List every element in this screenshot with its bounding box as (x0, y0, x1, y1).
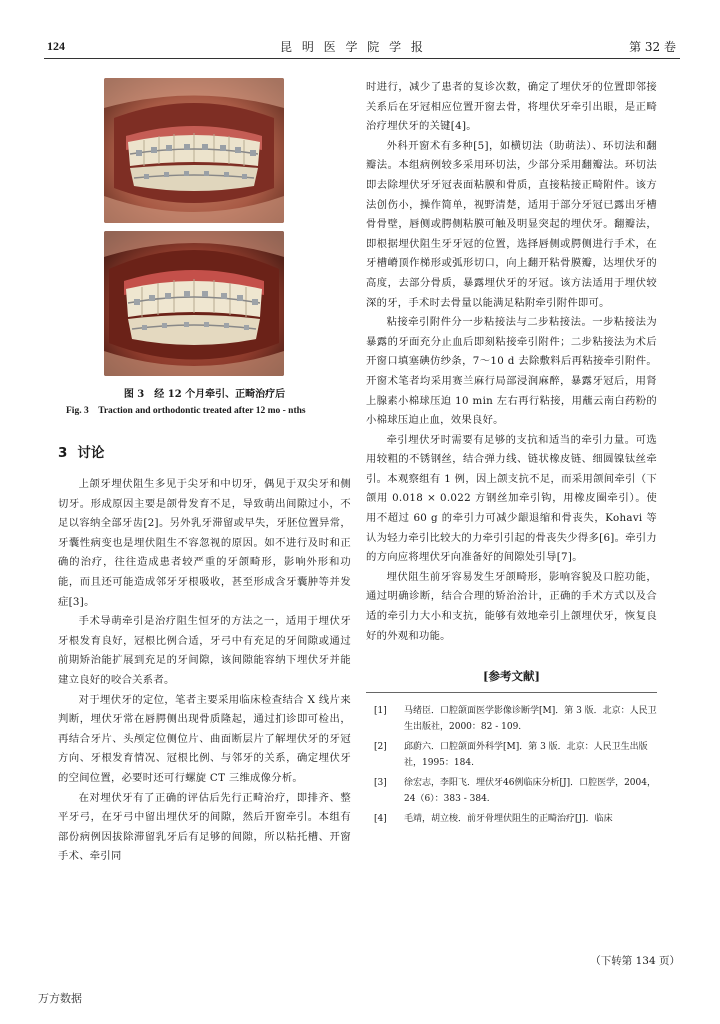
body-paragraph: 牵引埋伏牙时需要有足够的支抗和适当的牵引力量。可选用较粗的不锈钢丝，结合弹力线、链状橡皮链、细圆镍钛丝牵引。本观察组有 1 例，因上颌支抗不足，而采用颌间牵引（下颌用 0.018 × 0.022 方钢丝加牵引钩，用橡皮圈牵引）。使用不超过 60 g 的牵引力可减少龈退缩和骨丧失，Kohavi 等认为轻力牵引比较大的力牵引引起的骨丧失少得多[6]。牵引力的方向应将埋伏牙向准备好的间隙处引导[7]。 (366, 433, 658, 564)
section-title: 讨论 (77, 445, 105, 461)
teeth-photo-bottom (104, 231, 284, 376)
section-number: 3 (58, 445, 68, 461)
teeth-photo-bottom-image (104, 231, 284, 376)
reference-number: [2] (374, 742, 387, 753)
reference-item (366, 739, 657, 771)
figure-caption-cn: 图 3 经 12 个月牵引、正畸治疗后 (123, 389, 286, 400)
reference-text: 邱蔚六．口腔颌面外科学[M]．第 3 版．北京：人民卫生出版社，1995：184. (404, 742, 648, 769)
references-title: [参考文献] (483, 669, 540, 684)
reference-item (366, 703, 657, 735)
footer-watermark: 万方数据 (38, 992, 82, 1005)
body-paragraph: 粘接牵引附件分一步粘接法与二步粘接法。一步粘接法为暴露的牙面充分止血后即刻粘接牵引附件；二步粘接法为术后开窗口填塞碘仿纱条，7～10 d 去除敷料后再粘接牵引附件。开窗术笔者均采用赛兰麻行局部浸润麻醉，暴露牙冠后，用肾上腺素小棉球压迫 10 min 左右再行粘接，用蘸云南白药粉的小棉球压迫止血，效果良好。 (366, 316, 657, 427)
page-number: 124 (47, 39, 65, 53)
reference-text: 徐宏志，李阳飞．埋伏牙46例临床分析[J]．口腔医学，2004，24（6）：383 - 384. (404, 778, 656, 805)
body-paragraph: 时进行，减少了患者的复诊次数，确定了埋伏牙的位置即邻接关系后在牙冠相应位置开窗去骨，将埋伏牙牵引出眼，是正畸治疗埋伏牙的关键[4]。 (366, 81, 657, 133)
body-paragraph: 上颌牙埋伏阻生多见于尖牙和中切牙，偶见于双尖牙和侧切牙。形成原因主要是颌骨发育不足，导致萌出间隙过小，不足以容纳全部牙齿[2]。另外乳牙滞留或早失，牙胚位置异常，牙囊性病变也是埋伏阻生不容忽视的原因。如不进行及时和正确的治疗，往往造成患者较严重的牙颌畸形，影响外形和功能，而且还可能造成邻牙牙根吸收，甚至形成含牙囊肿等并发症[3]。 (58, 478, 351, 608)
teeth-photo-top-image (104, 78, 284, 223)
section-heading (58, 441, 351, 461)
reference-number: [3] (374, 778, 387, 789)
volume-label: 第 32 卷 (629, 40, 676, 54)
references-list (366, 703, 657, 827)
teeth-photo-top (104, 78, 284, 223)
reference-item (366, 775, 657, 807)
right-column (366, 78, 657, 831)
figure-caption-en: Fig. 3 Traction and orthodontic treated after 12 mo - nths (66, 406, 306, 416)
left-column (58, 78, 351, 867)
references-rule (366, 692, 657, 693)
journal-title: 昆 明 医 学 院 学 报 (280, 40, 426, 54)
body-paragraph: 对于埋伏牙的定位，笔者主要采用临床检查结合 X 线片来判断，埋伏牙常在唇腭侧出现骨质隆起，通过扪诊即可检出，再结合牙片、头颅定位侧位片、曲面断层片了解埋伏牙的牙冠方向、牙根发育情况、冠根比例、与邻牙的关系，确定埋伏牙的空间位置，必要时还可行螺旋 CT 三维成像分析。 (58, 693, 351, 784)
body-paragraph: 外科开窗术有多种[5]，如横切法（助萌法）、环切法和翻瓣法。本组病例较多采用环切法，少部分采用翻瓣法。环切法即去除埋伏牙牙冠表面粘膜和骨质，直接粘接正畸附件。该方法创伤小，操作简单，视野清楚，适用于部分牙冠已露出牙槽骨骨壁，唇侧或腭侧粘膜可触及明显突起的埋伏牙。翻瓣法，即根据埋伏阻生牙牙冠的位置，选择唇侧或腭侧进行手术，在牙槽嵴顶作梯形或弧形切口，向上翻开粘骨膜瓣，达埋伏牙的高度，去部分骨质，暴露埋伏牙的牙冠。该方法适用于埋伏较深的牙，手术时去骨量以能满足粘附牵引附件即可。 (366, 139, 657, 309)
body-paragraph: 在对埋伏牙有了正确的评估后先行正畸治疗，即排齐、整平牙弓，在牙弓中留出埋伏牙的间隙，然后开窗牵引。本组有部份病例因拔除滞留乳牙后有足够的间隙，所以粘托槽、开窗手术、牵引同 (58, 791, 351, 863)
reference-number: [4] (374, 814, 387, 825)
reference-item (366, 811, 657, 827)
reference-number: [1] (374, 706, 387, 717)
reference-text: 毛靖，胡立梭．前牙骨埋伏阻生的正畸治疗[J]．临床 (404, 814, 613, 825)
body-paragraph: 手术导萌牵引是治疗阻生恒牙的方法之一，适用于埋伏牙牙根发育良好，冠根比例合适，牙弓中有充足的牙间隙或通过前期矫治能扩展到充足的牙间隙，该间隙能容纳下埋伏牙并能建立良好的咬合关系者。 (58, 615, 351, 686)
header-rule (44, 58, 680, 59)
reference-text: 马绪臣．口腔颌面医学影像诊断学[M]．第 3 版．北京：人民卫生出版社，2000：82 - 109. (404, 706, 657, 733)
body-paragraph: 埋伏阻生前牙容易发生牙颌畸形，影响容貌及口腔功能，通过明确诊断，结合合理的矫治治计，正确的手术方式以及合适的牵引力大小和支抗，能够有效地牵引上颌埋伏牙，恢复良好的外观和功能。 (366, 570, 657, 642)
continued-note: （下转第 134 页） (590, 955, 680, 967)
